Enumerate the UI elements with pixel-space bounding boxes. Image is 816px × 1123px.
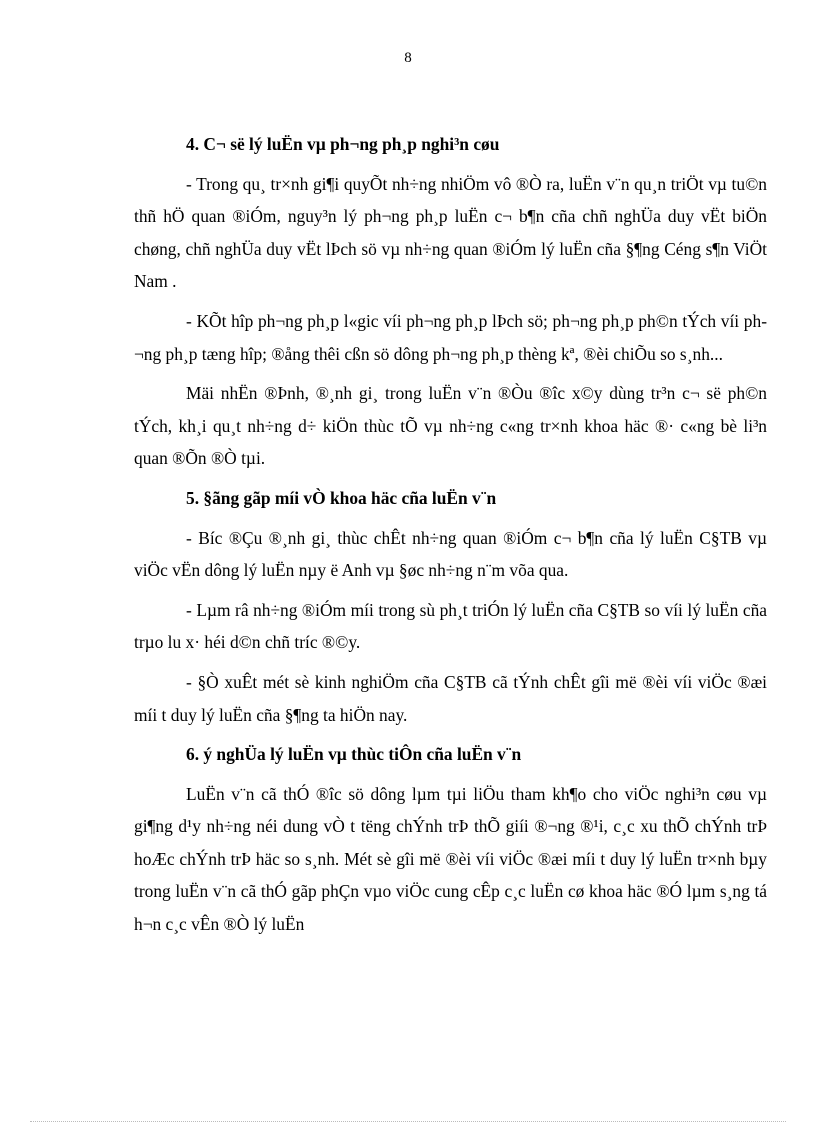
section-heading-methodology: 4. C¬ së lý luËn vµ ph¬ng ph¸p nghi³n cøu	[186, 134, 500, 154]
paragraph: LuËn v¨n cã thÓ ®îc sö dông lµm tµi liÖu tham kh¶o cho viÖc nghi³n cøu vµ gi¶ng d¹y nh÷ng néi dung vÒ t tëng chÝnh trÞ thÕ giíi ®¬ng ®¹i, c¸c xu thÕ chÝnh trÞ hoÆc chÝnh trÞ häc so s¸nh. Mét sè gîi më ®èi víi viÖc ®æi míi t duy lý luËn tr×nh bµy trong luËn v¨n cã thÓ gãp phÇn vµo viÖc cung cÊp c¸c luËn cø khoa häc ®Ó lµm s¸ng tá h¬n c¸c vÊn ®Ò lý luËn	[134, 783, 767, 935]
paragraph: Mäi nhËn ®Þnh, ®¸nh gi¸ trong luËn v¨n ®Òu ®îc x©y dùng tr³n c¬ së ph©n tÝch, kh¸i qu¸t nh÷ng d÷ kiÖn thùc tÕ vµ nh÷ng c«ng tr×nh khoa häc ®· c«ng bè li³n quan ®Õn ®Ò tµi.	[134, 383, 767, 469]
paragraph: - KÕt hîp ph¬ng ph¸p l«gic víi ph¬ng ph¸p lÞch sö; ph¬ng ph¸p ph©n tÝch víi ph¬ng ph¸p tæng hîp; ®ång thêi cßn sö dông ph¬ng ph¸p thèng kª, ®èi chiÕu so s¸nh...	[134, 310, 767, 364]
paragraph: - Trong qu¸ tr×nh gi¶i quyÕt nh÷ng nhiÖm vô ®Ò ra, luËn v¨n qu¸n triÖt vµ tu©n thñ hÖ quan ®iÓm, nguy³n lý ph¬ng ph¸p luËn c¬ b¶n cña chñ nghÜa duy vËt biÖn chøng, chñ nghÜa duy vËt lÞch sö vµ nh÷ng quan ®iÓm lý luËn cña §¶ng Céng s¶n ViÖt Nam .	[134, 173, 767, 292]
paragraph: - Bíc ®Çu ®¸nh gi¸ thùc chÊt nh÷ng quan ®iÓm c¬ b¶n cña lý luËn C§TB vµ viÖc vËn dông lý luËn nµy ë Anh vµ §øc nh÷ng n¨m võa qua.	[134, 527, 767, 581]
section-heading-significance: 6. ý nghÜa lý luËn vµ thùc tiÔn cña luËn v¨n	[186, 744, 522, 765]
paragraph: - Lµm râ nh÷ng ®iÓm míi trong sù ph¸t triÓn lý luËn cña C§TB so víi lý luËn cña trµo lu x· héi d©n chñ tríc ®©y.	[134, 599, 767, 653]
page-number: 8	[404, 50, 412, 66]
section-heading-contributions: 5. §ãng gãp míi vÒ khoa häc cña luËn v¨n	[186, 487, 497, 508]
page-body	[134, 128, 767, 941]
page-bottom-divider	[30, 1121, 786, 1122]
paragraph: - §Ò xuÊt mét sè kinh nghiÖm cña C§TB cã tÝnh chÊt gîi më ®èi víi viÖc ®æi míi t duy lý luËn cña §¶ng ta hiÖn nay.	[134, 671, 767, 725]
